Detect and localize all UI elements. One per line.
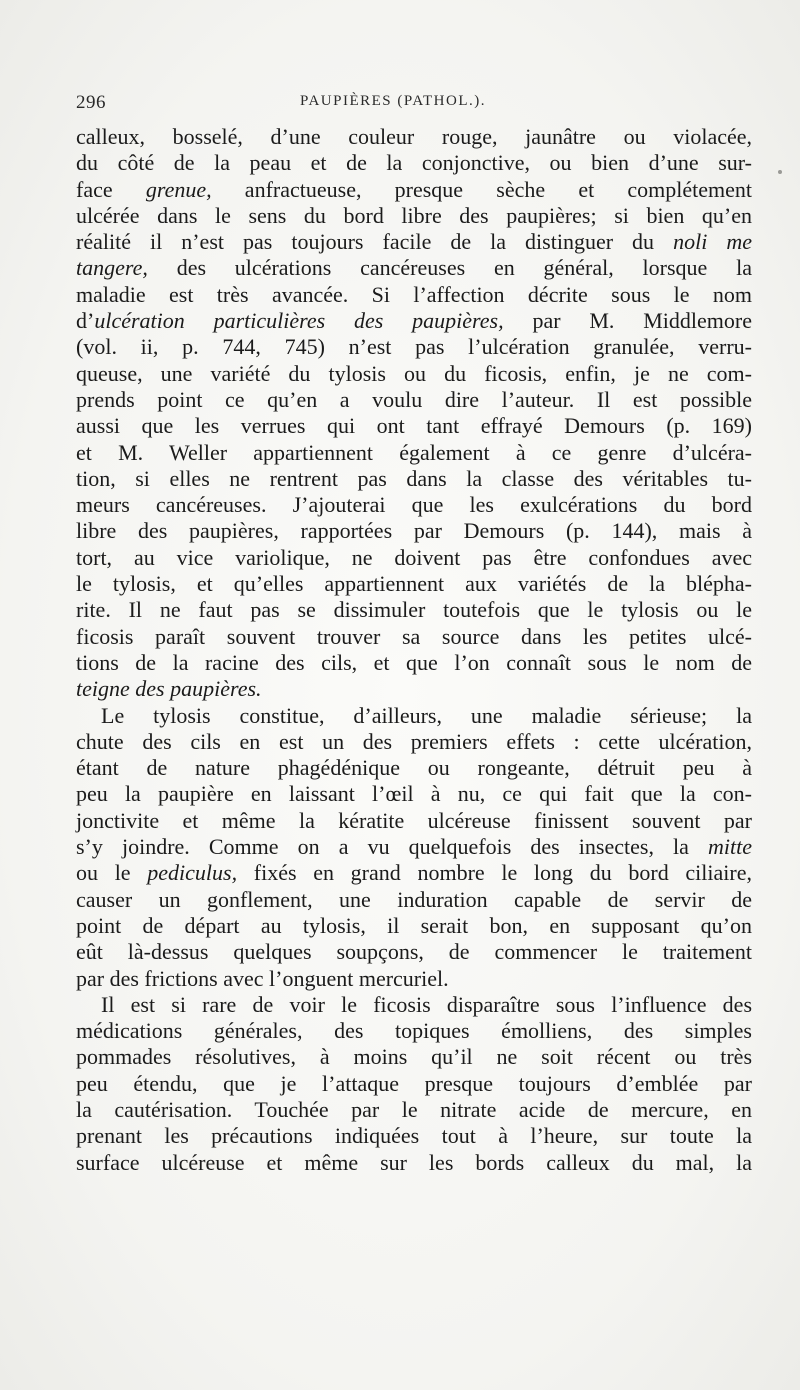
text-line — [76, 413, 752, 439]
text-segment: des ulcérations cancéreuses en général, lorsque la — [147, 255, 752, 281]
text-line — [76, 518, 752, 544]
text-segment: point de départ au tylosis, il serait bon, en supposant qu’on — [76, 912, 752, 938]
text-line — [76, 492, 752, 518]
text-segment: face — [76, 176, 146, 202]
italic-text: grenue, — [145, 176, 212, 202]
text-line — [76, 282, 752, 308]
text-segment: s’y joindre. Comme on a vu quelquefois des insectes, la — [76, 834, 708, 860]
italic-text: pediculus, — [147, 860, 238, 886]
text-line — [76, 177, 752, 203]
text-line — [76, 624, 752, 650]
text-line — [76, 808, 752, 834]
text-segment: et M. Weller appartiennent également à ce genre d’ulcéra- — [76, 439, 752, 465]
text-segment: la cautérisation. Touchée par le nitrate acide de mercure, en — [76, 1096, 752, 1122]
text-line — [76, 545, 752, 571]
text-line — [76, 255, 752, 281]
paper-speck — [778, 170, 782, 174]
text-segment: tion, si elles ne rentrent pas dans la classe des véritables tu- — [76, 465, 752, 491]
italic-text: mitte — [708, 834, 752, 860]
text-segment: Le tylosis constitue, d’ailleurs, une maladie sérieuse; la — [101, 702, 752, 728]
text-line — [76, 1044, 752, 1070]
text-segment: anfractueuse, presque sèche et complétement — [211, 176, 753, 202]
text-line — [76, 650, 752, 676]
text-line — [76, 992, 752, 1018]
text-line — [76, 781, 752, 807]
text-segment: ulcérée dans le sens du bord libre des paupières; si bien qu’en — [76, 202, 752, 228]
text-segment: peu étendu, que je l’attaque presque toujours d’emblée par — [76, 1070, 752, 1096]
text-line — [76, 834, 752, 860]
text-segment: surface ulcéreuse et même sur les bords calleux du mal, la — [76, 1149, 752, 1175]
text-line — [76, 860, 752, 886]
text-segment: médications générales, des topiques émolliens, des simples — [76, 1018, 752, 1044]
text-line — [76, 308, 752, 334]
text-line — [76, 1018, 752, 1044]
text-segment: queuse, une variété du tylosis ou du ficosis, enfin, je ne com- — [76, 360, 752, 386]
italic-text: ulcération particulières des paupières, — [94, 308, 504, 334]
text-segment: fixés en grand nombre le long du bord ciliaire, — [237, 860, 752, 886]
italic-text: noli me — [673, 229, 752, 255]
text-line — [76, 755, 752, 781]
text-line — [76, 887, 752, 913]
text-line — [76, 1123, 752, 1149]
text-line — [76, 939, 752, 965]
text-segment: tort, au vice variolique, ne doivent pas être confondues avec — [76, 544, 752, 570]
text-line — [76, 966, 752, 992]
text-segment: pommades résolutives, à moins qu’il ne soit récent ou très — [76, 1044, 752, 1070]
text-segment: calleux, bosselé, d’une couleur rouge, jaunâtre ou violacée, — [76, 124, 752, 149]
text-segment: chute des cils en est un des premiers effets : cette ulcération, — [76, 728, 752, 754]
text-line — [76, 913, 752, 939]
text-line — [76, 703, 752, 729]
text-line — [76, 466, 752, 492]
text-segment: libre des paupières, rapportées par Demours (p. 144), mais à — [76, 518, 752, 544]
text-line — [76, 124, 752, 150]
text-segment: tions de la racine des cils, et que l’on connaît sous le nom de — [76, 649, 752, 675]
text-line — [76, 203, 752, 229]
text-segment: ficosis paraît souvent trouver sa source dans les petites ulcé- — [76, 623, 752, 649]
text-segment: Il est si rare de voir le ficosis disparaître sous l’influence des — [101, 991, 752, 1017]
text-segment: jonctivite et même la kératite ulcéreuse finissent souvent par — [76, 807, 752, 833]
running-title: PAUPIÈRES (PATHOL.). — [300, 93, 487, 109]
italic-text: tangere, — [76, 255, 148, 281]
text-segment: prends point ce qu’en a voulu dire l’auteur. Il est possible — [76, 386, 752, 412]
text-segment: par des frictions avec l’onguent mercuriel. — [76, 965, 449, 991]
text-line — [76, 1150, 752, 1176]
text-line — [76, 1097, 752, 1123]
text-segment: d’ — [76, 308, 95, 334]
text-line — [76, 150, 752, 176]
text-segment: peu la paupière en laissant l’œil à nu, ce qui fait que la con- — [76, 781, 752, 807]
text-line — [76, 597, 752, 623]
text-segment: rite. Il ne faut pas se dissimuler toutefois que le tylosis ou le — [76, 597, 752, 623]
text-segment: maladie est très avancée. Si l’affection décrite sous le nom — [76, 281, 752, 307]
text-segment: étant de nature phagédénique ou rongeante, détruit peu à — [76, 755, 752, 781]
text-line — [76, 729, 752, 755]
running-head — [76, 92, 752, 120]
text-line — [76, 1071, 752, 1097]
text-line — [76, 361, 752, 387]
page-number: 296 — [76, 92, 106, 113]
text-segment: par M. Middlemore — [503, 308, 753, 334]
body-text — [76, 124, 752, 1176]
text-segment: (vol. ii, p. 744, 745) n’est pas l’ulcération granulée, verru- — [76, 334, 752, 360]
text-line — [76, 571, 752, 597]
text-segment: ou le — [76, 860, 148, 886]
text-line — [76, 676, 752, 702]
text-line — [76, 440, 752, 466]
text-segment: du côté de la peau et de la conjonctive, ou bien d’une sur- — [76, 150, 752, 176]
text-line — [76, 334, 752, 360]
text-segment: eût là-dessus quelques soupçons, de commencer le traitement — [76, 939, 752, 965]
text-line — [76, 229, 752, 255]
text-segment: réalité il n’est pas toujours facile de la distinguer du — [76, 229, 674, 255]
text-segment: causer un gonflement, une induration capable de servir de — [76, 886, 752, 912]
italic-text: teigne des paupières. — [76, 676, 262, 702]
text-line — [76, 387, 752, 413]
text-segment: prenant les précautions indiquées tout à l’heure, sur toute la — [76, 1123, 752, 1149]
text-segment: le tylosis, et qu’elles appartiennent aux variétés de la blépha- — [76, 571, 752, 597]
text-segment: meurs cancéreuses. J’ajouterai que les exulcérations du bord — [76, 492, 752, 518]
text-segment: aussi que les verrues qui ont tant effrayé Demours (p. 169) — [76, 413, 752, 439]
